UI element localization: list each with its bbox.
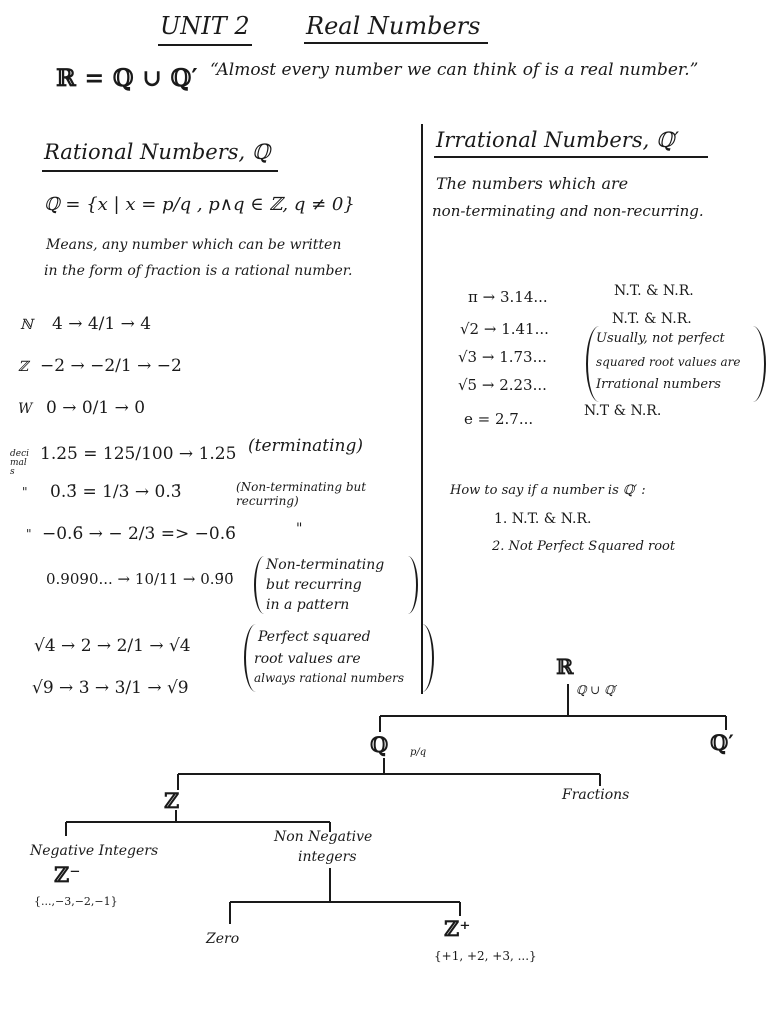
example-expr-sqrt4: √4 → 2 → 2/1 → √4 [34,636,191,656]
example-expr-n: 4 → 4/1 → 4 [52,314,152,334]
note-recurring-1: Non-terminating [266,557,385,573]
example-label-ditto-1: " [22,485,28,499]
tree-node-z-plus-set: {+1, +2, +3, ...} [434,949,537,963]
irr-example-sqrt2: √2 → 1.41... [460,320,549,338]
tree-node-nonneg-1: Non Negative [274,829,373,845]
tree-node-nonneg-2: integers [298,849,357,865]
irr-note-pi: N.T. & N.R. [614,283,694,299]
tree-node-negative-integers: Negative Integers [30,843,159,859]
irrational-desc-2: non-terminating and non-recurring. [432,202,704,220]
how-to-item-1: 1. N.T. & N.R. [494,511,592,527]
tree-node-z-plus: ℤ⁺ [444,916,471,941]
how-to-heading: How to say if a number is ℚ′ : [450,483,646,498]
tree-node-z-minus-set: {...,−3,−2,−1} [34,895,118,908]
example-expr-recurring-1: 0.3̄ = 1/3 → 0.3̄ [50,482,182,502]
note-usually-3: Irrational numbers [596,377,721,392]
note-perfect-1: Perfect squared [258,629,371,645]
irr-note-e: N.T & N.R. [584,403,662,419]
tree-node-zero: Zero [206,931,240,947]
irr-example-sqrt5: √5 → 2.23... [458,376,547,394]
note-usually-1: Usually, not perfect [596,331,725,346]
rational-heading: Rational Numbers, ℚ [44,140,271,164]
note-ditto: " [296,521,303,537]
irrational-desc-1: The numbers which are [436,174,629,193]
example-label-decimals: deci mal s [10,449,30,477]
tree-node-q-sub: p/q [410,747,427,758]
irr-note-sqrt2: N.T. & N.R. [612,311,692,327]
note-usually-2: squared root values are [596,355,741,369]
rational-desc-2: in the form of fraction is a rational number. [44,263,353,279]
tree-node-z: ℤ [164,788,180,813]
note-perfect-3: always rational numbers [254,671,404,685]
example-expr-w: 0 → 0/1 → 0 [46,398,146,418]
example-label-n: ℕ [20,317,33,333]
note-terminating: (terminating) [248,436,364,456]
note-perfect-2: root values are [254,651,361,667]
irr-example-sqrt3: √3 → 1.73... [458,348,547,366]
example-label-w: W [18,401,33,417]
note-nonterminating: (Non-terminating but recurring) [236,480,367,508]
tree-node-q-prime: ℚ′ [710,730,734,755]
example-expr-sqrt9: √9 → 3 → 3/1 → √9 [32,678,189,698]
example-label-z: ℤ [18,359,29,375]
real-formula: ℝ = ℚ ∪ ℚ′ [56,63,198,92]
example-label-ditto-2: " [26,527,32,541]
irrational-heading: Irrational Numbers, ℚ′ [436,128,680,152]
example-expr-recurring-2: −0.6̄ → − 2/3 => −0.6̄ [42,524,236,544]
note-recurring-2: but recurring [266,577,362,593]
example-expr-repeating: 0.9090... → 10/11 → 0.9̄0̄ [46,570,234,588]
tree-node-fractions: Fractions [562,787,630,803]
tree-node-z-minus: ℤ⁻ [54,862,81,887]
tree-root: ℝ [556,654,574,679]
tree-root-sub: ℚ ∪ ℚ′ [576,683,618,697]
how-to-item-2: 2. Not Perfect Squared root [492,539,676,554]
rational-desc-1: Means, any number which can be written [46,237,342,253]
example-expr-decimal: 1.25 = 125/100 → 1.25 [40,444,237,464]
header-quote: “Almost every number we can think of is a real number.” [210,60,699,80]
unit-label: UNIT 2 [160,12,250,40]
irr-example-pi: π → 3.14... [468,288,548,306]
note-recurring-3: in a pattern [266,597,350,613]
tree-node-q: ℚ [370,732,389,757]
irr-example-e: e = 2.7... [464,410,534,428]
rational-set-def: ℚ = {x | x = p/q , p∧q ∈ ℤ, q ≠ 0} [44,194,355,215]
example-expr-z: −2 → −2/1 → −2 [40,356,182,376]
page-title: Real Numbers [306,12,481,40]
